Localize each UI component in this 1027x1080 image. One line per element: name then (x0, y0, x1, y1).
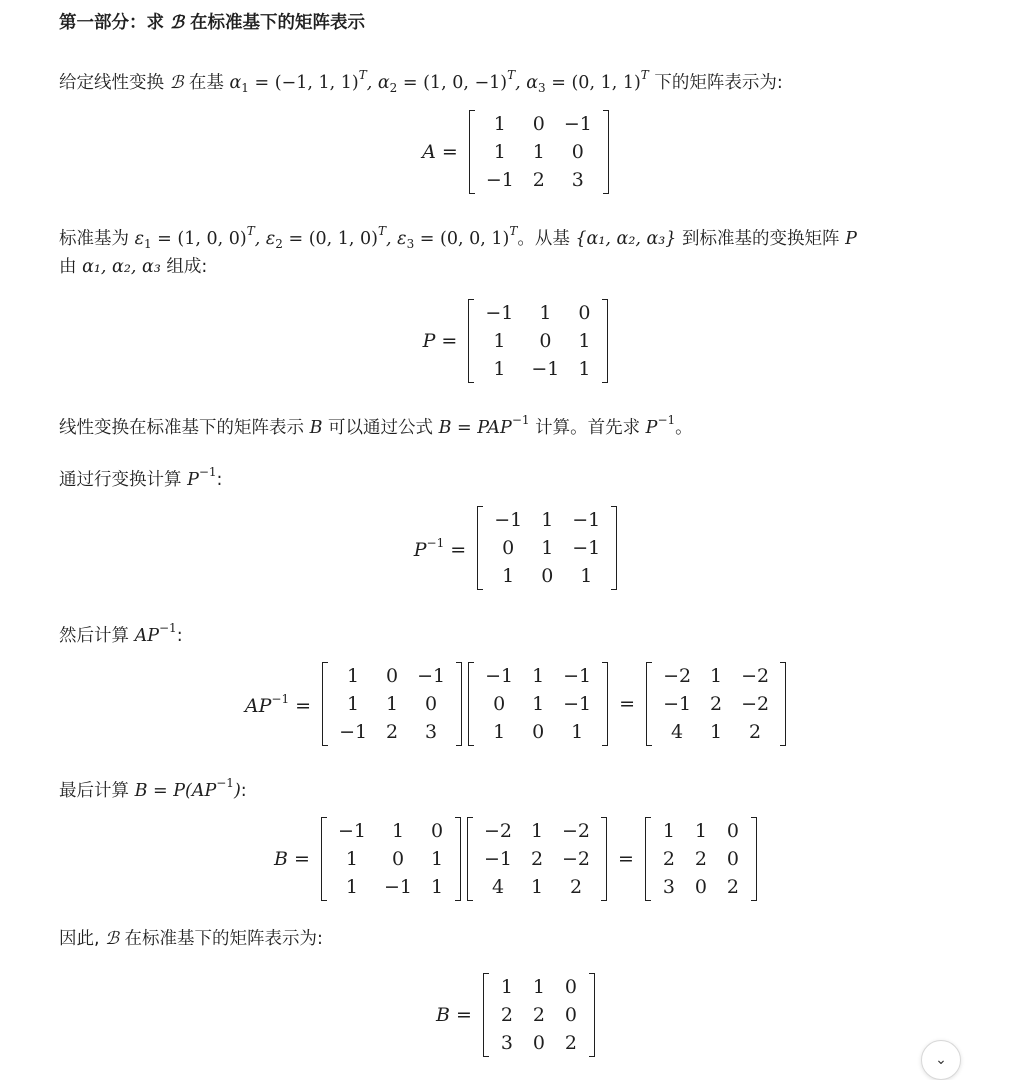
matrix-cell: −2 (484, 820, 513, 842)
matrix-row (491, 1001, 587, 1029)
matrix-cell: −1 (383, 876, 412, 898)
matrix-cell: 2 (530, 848, 544, 870)
matrix-cell: 0 (430, 820, 444, 842)
matrix-row (485, 534, 609, 562)
matrix-cell: 1 (493, 721, 506, 743)
matrix-cell: 1 (391, 820, 405, 842)
matrix-AP-inverse-factor (467, 817, 607, 901)
matrix-row (329, 817, 453, 845)
matrix-cell: 1 (430, 876, 444, 898)
matrix-table (491, 973, 587, 1057)
matrix-cell: 1 (710, 665, 723, 687)
matrix-cell: 0 (532, 721, 545, 743)
matrix-row (654, 718, 778, 746)
matrix-cell: 2 (532, 1004, 545, 1026)
matrix-cell: 0 (493, 693, 506, 715)
matrix-cell: 0 (726, 820, 739, 842)
matrix-cell: 0 (694, 876, 707, 898)
matrix-cell: −2 (663, 665, 692, 687)
matrix-cell: 1 (571, 721, 584, 743)
equation-A: A = 1 0 −1 1 1 0 −1 2 3 (59, 110, 967, 194)
matrix-cell: −1 (485, 302, 514, 324)
paragraph-standard-basis-cont: 由 α₁, α₂, α₃ 组成: (59, 257, 208, 277)
section-heading: 第一部分：求 ℬ 在标准基下的矩阵表示 (59, 13, 365, 33)
matrix-cell: 0 (386, 665, 399, 687)
matrix-cell: 1 (347, 665, 360, 687)
equation-AP-inverse: $AP^{-1}$ = 1 0 −1 1 1 0 −1 2 3 −1 1 −1 0 1 −1 1 0 1 = −2 1 −2 −1 2 −2 4 1 2 (59, 662, 967, 746)
matrix-row (477, 138, 601, 166)
matrix-row (329, 845, 453, 873)
matrix-row (491, 973, 587, 1001)
matrix-row (653, 845, 749, 873)
matrix-cell: 0 (532, 1032, 545, 1054)
matrix-table (485, 506, 609, 590)
matrix-AP-inverse-result (646, 662, 786, 746)
matrix-cell: 0 (571, 141, 584, 163)
matrix-cell: 1 (530, 820, 544, 842)
matrix-B-result (645, 817, 757, 901)
matrix-cell: 2 (710, 693, 723, 715)
matrix-cell: 1 (345, 876, 359, 898)
matrix-table (329, 817, 453, 901)
equation-B-final: B = 1 1 0 2 2 0 3 0 2 (59, 973, 967, 1057)
matrix-cell: 1 (345, 848, 359, 870)
matrix-cell: −1 (339, 721, 368, 743)
matrix-cell: −1 (417, 665, 446, 687)
matrix-B-final (483, 973, 595, 1057)
matrix-cell: 1 (580, 565, 593, 587)
matrix-cell: 1 (493, 358, 506, 380)
matrix-cell: −1 (485, 169, 514, 191)
matrix-cell: −1 (572, 509, 601, 531)
matrix-row (654, 690, 778, 718)
matrix-row (330, 690, 454, 718)
matrix-row (476, 690, 600, 718)
matrix-cell: −2 (741, 665, 770, 687)
matrix-table (476, 662, 600, 746)
matrix-cell: 1 (493, 113, 506, 135)
matrix-row (476, 662, 600, 690)
matrix-table (477, 110, 601, 194)
matrix-cell: 2 (694, 848, 707, 870)
matrix-cell: 1 (532, 141, 545, 163)
matrix-cell: 1 (502, 565, 515, 587)
matrix-P (468, 299, 608, 383)
matrix-cell: −1 (337, 820, 366, 842)
matrix-cell: 2 (500, 1004, 513, 1026)
matrix-cell: 0 (578, 302, 591, 324)
matrix-cell: 0 (726, 848, 739, 870)
matrix-cell: 3 (500, 1032, 513, 1054)
matrix-cell: 0 (541, 565, 554, 587)
matrix-cell: 1 (710, 721, 723, 743)
matrix-table (330, 662, 454, 746)
paragraph-compute-AP: 然后计算 $AP^{-1}$: (59, 621, 183, 646)
matrix-cell: 2 (386, 721, 399, 743)
matrix-cell: 0 (502, 537, 515, 559)
matrix-cell: 0 (391, 848, 405, 870)
equation-P: P = −1 1 0 1 0 1 1 −1 1 (59, 299, 967, 383)
matrix-cell: 2 (726, 876, 739, 898)
chevron-down-icon: ⌄ (935, 1052, 947, 1068)
matrix-cell: 0 (564, 976, 577, 998)
matrix-cell: 4 (671, 721, 684, 743)
matrix-row (475, 845, 599, 873)
matrix-row (477, 110, 601, 138)
matrix-cell: 1 (578, 330, 591, 352)
matrix-P-inverse (477, 506, 617, 590)
matrix-row (654, 662, 778, 690)
matrix-cell: −1 (572, 537, 601, 559)
paragraph-formula: 线性变换在标准基下的矩阵表示 B 可以通过公式 $B = PAP^{-1}$ 计算。首先求 $P^{-1}$。 (59, 413, 693, 438)
matrix-cell: 4 (491, 876, 505, 898)
matrix-row (477, 166, 601, 194)
matrix-cell: 1 (578, 358, 591, 380)
matrix-row (476, 327, 600, 355)
matrix-cell: 1 (532, 693, 545, 715)
matrix-cell: 2 (532, 169, 545, 191)
matrix-cell: 1 (347, 693, 360, 715)
matrix-row (475, 817, 599, 845)
matrix-row (653, 817, 749, 845)
matrix-cell: 1 (539, 302, 552, 324)
matrix-cell: 1 (541, 509, 554, 531)
matrix-cell: 1 (694, 820, 707, 842)
matrix-cell: 1 (532, 665, 545, 687)
matrix-cell: 3 (571, 169, 584, 191)
matrix-cell: 0 (564, 1004, 577, 1026)
matrix-cell: 3 (425, 721, 438, 743)
paragraph-standard-basis: 标准基为 $\varepsilon_1 = (1$, 0, 0)$^T$, $\varepsilon_2 = (0$, 1, 0)$^T$, $\varepsilon_3 = (0$, 0, 1)$^T$。从基 {α₁, α₂, α₃} 到标准基的变换矩阵 P (59, 224, 857, 251)
matrix-cell: −1 (484, 848, 513, 870)
paragraph-given: 给定线性变换 ℬ 在基 $\alpha_1 = (-1$, 1, 1)$^T$, $\alpha_2 = (1$, 0, −1)$^T$, $\alpha_3 = (0$, 1, 1)$^T$ 下的矩阵表示为: (59, 68, 783, 95)
matrix-row (475, 873, 599, 901)
matrix-cell: −1 (563, 113, 592, 135)
paragraph-conclusion: 因此, ℬ 在标准基下的矩阵表示为: (59, 929, 323, 949)
matrix-cell: −1 (663, 693, 692, 715)
matrix-row (330, 662, 454, 690)
matrix-cell: 1 (532, 976, 545, 998)
matrix-cell: 1 (386, 693, 399, 715)
matrix-cell: 2 (662, 848, 675, 870)
matrix-cell: 1 (662, 820, 675, 842)
matrix-cell: −1 (485, 665, 514, 687)
matrix-row (491, 1029, 587, 1057)
matrix-cell: 0 (425, 693, 438, 715)
matrix-row (476, 718, 600, 746)
matrix-row (476, 355, 600, 383)
matrix-row (476, 299, 600, 327)
matrix-cell: 1 (530, 876, 544, 898)
matrix-cell: −1 (563, 665, 592, 687)
matrix-row (330, 718, 454, 746)
matrix-P-factor (321, 817, 461, 901)
matrix-cell: 1 (493, 330, 506, 352)
matrix-cell: 1 (500, 976, 513, 998)
matrix-cell: 2 (569, 876, 583, 898)
scroll-down-button[interactable] (921, 1040, 961, 1080)
matrix-cell: −1 (494, 509, 523, 531)
equation-P-inverse: $P^{-1}$ = −1 1 −1 0 1 −1 1 0 1 (59, 506, 967, 590)
matrix-cell: 1 (541, 537, 554, 559)
matrix-row (653, 873, 749, 901)
matrix-cell: −1 (563, 693, 592, 715)
equation-B-product: B = −1 1 0 1 0 1 1 −1 1 −2 1 −2 −1 2 −2 4 1 2 = 1 1 0 2 2 0 3 0 2 (59, 817, 967, 901)
matrix-table (476, 299, 600, 383)
matrix-A (469, 110, 609, 194)
matrix-row (485, 562, 609, 590)
matrix-table (653, 817, 749, 901)
matrix-cell: 0 (539, 330, 552, 352)
matrix-cell: 3 (662, 876, 675, 898)
paragraph-compute-B: 最后计算 $B = P(AP^{-1})$: (59, 776, 247, 801)
matrix-A-factor (322, 662, 462, 746)
matrix-cell: −2 (562, 820, 591, 842)
matrix-row (329, 873, 453, 901)
matrix-cell: −1 (531, 358, 560, 380)
matrix-cell: −2 (562, 848, 591, 870)
matrix-P-inverse-factor (468, 662, 608, 746)
matrix-table (654, 662, 778, 746)
paragraph-row-ops: 通过行变换计算 $P^{-1}$: (59, 465, 223, 490)
matrix-cell: 2 (564, 1032, 577, 1054)
matrix-cell: 1 (430, 848, 444, 870)
matrix-cell: −2 (741, 693, 770, 715)
matrix-cell: 1 (493, 141, 506, 163)
matrix-row (485, 506, 609, 534)
matrix-cell: 2 (749, 721, 762, 743)
matrix-cell: 0 (532, 113, 545, 135)
matrix-table (475, 817, 599, 901)
